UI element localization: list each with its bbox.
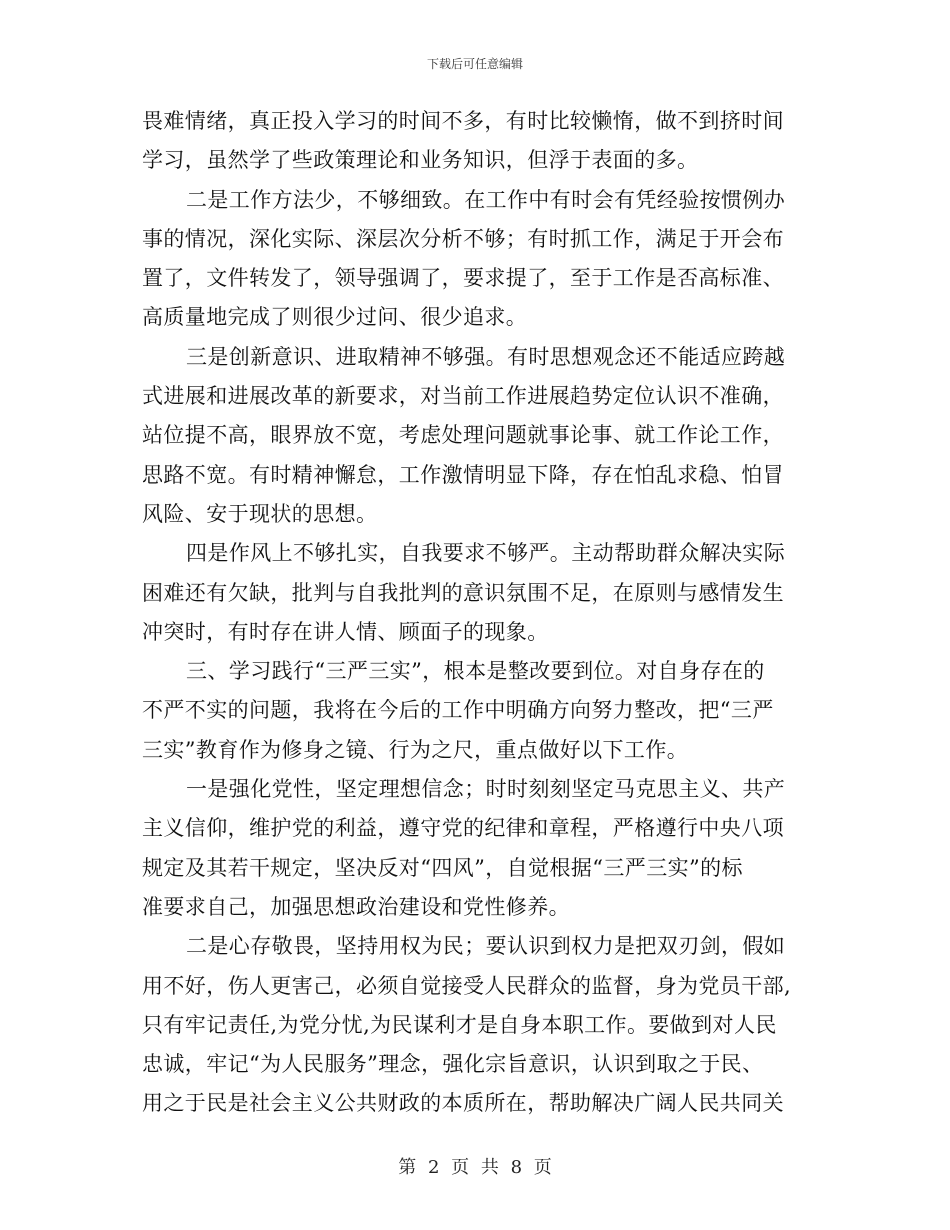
text-line: 一是强化党性，坚定理想信念；时时刻刻坚定马克思主义、共产 (186, 777, 786, 802)
text-line: 三实”教育作为修身之镜、行为之尺，重点做好以下工作。 (142, 737, 689, 762)
text-line: 二是工作方法少，不够细致。在工作中有时会有凭经验按惯例办 (186, 187, 786, 212)
text-line: 用不好，伤人更害己，必须自觉接受人民群众的监督，身为党员干部, (142, 973, 792, 998)
text-line: 三是创新意识、进取精神不够强。有时思想观念还不能适应跨越 (186, 344, 786, 369)
page-number: 第 2 页 共 8 页 (398, 1157, 552, 1178)
text-line: 用之于民是社会主义公共财政的本质所在，帮助解决广阔人民共同关 (142, 1091, 784, 1116)
text-line: 式进展和进展改革的新要求，对当前工作进展趋势定位认识不准确， (142, 384, 784, 409)
text-line: 冲突时，有时存在讲人情、顾面子的现象。 (142, 619, 549, 644)
text-line: 不严不实的问题，我将在今后的工作中明确方向努力整改，把“三严 (142, 698, 774, 723)
text-line: 二是心存敬畏，坚持用权为民；要认识到权力是把双刃剑，假如 (186, 934, 786, 959)
page-header: 下载后可任意编辑 (426, 57, 523, 71)
text-line: 主义信仰，维护党的利益，遵守党的纪律和章程，严格遵行中央八项 (142, 816, 784, 841)
text-line: 困难还有欠缺，批判与自我批判的意识氛围不足，在原则与感情发生 (142, 580, 784, 605)
text-line: 忠诚，牢记“为人民服务”理念，强化宗旨意识，认识到取之于民、 (142, 1052, 764, 1077)
text-line: 学习，虽然学了些政策理论和业务知识，但浮于表面的多。 (142, 148, 699, 173)
document-body (142, 102, 810, 1124)
text-line: 风险、安于现状的思想。 (142, 501, 378, 526)
text-line: 高质量地完成了则很少过问、很少追求。 (142, 305, 528, 330)
text-line: 畏难情绪，真正投入学习的时间不多，有时比较懒惰，做不到挤时间 (142, 109, 784, 133)
text-line: 只有牢记责任,为党分忧,为民谋利才是自身本职工作。要做到对人民 (142, 1012, 777, 1037)
text-line: 站位提不高，眼界放不宽，考虑处理问题就事论事、就工作论工作， (142, 423, 784, 448)
text-line: 置了，文件转发了，领导强调了，要求提了，至于工作是否高标准、 (142, 266, 784, 291)
text-line: 四是作风上不够扎实，自我要求不够严。主动帮助群众解决实际 (186, 541, 786, 566)
text-line: 思路不宽。有时精神懈怠，工作激情明显下降，存在怕乱求稳、怕冒 (142, 462, 784, 487)
text-line: 事的情况，深化实际、深层次分析不够；有时抓工作，满足于开会布 (142, 226, 784, 251)
text-line: 三、学习践行“三严三实”，根本是整改要到位。对自身存在的 (186, 659, 765, 684)
text-line: 准要求自己，加强思想政治建设和党性修养。 (142, 894, 570, 919)
text-line: 规定及其若干规定，坚决反对“四风”，自觉根据“三严三实”的标 (142, 855, 743, 880)
